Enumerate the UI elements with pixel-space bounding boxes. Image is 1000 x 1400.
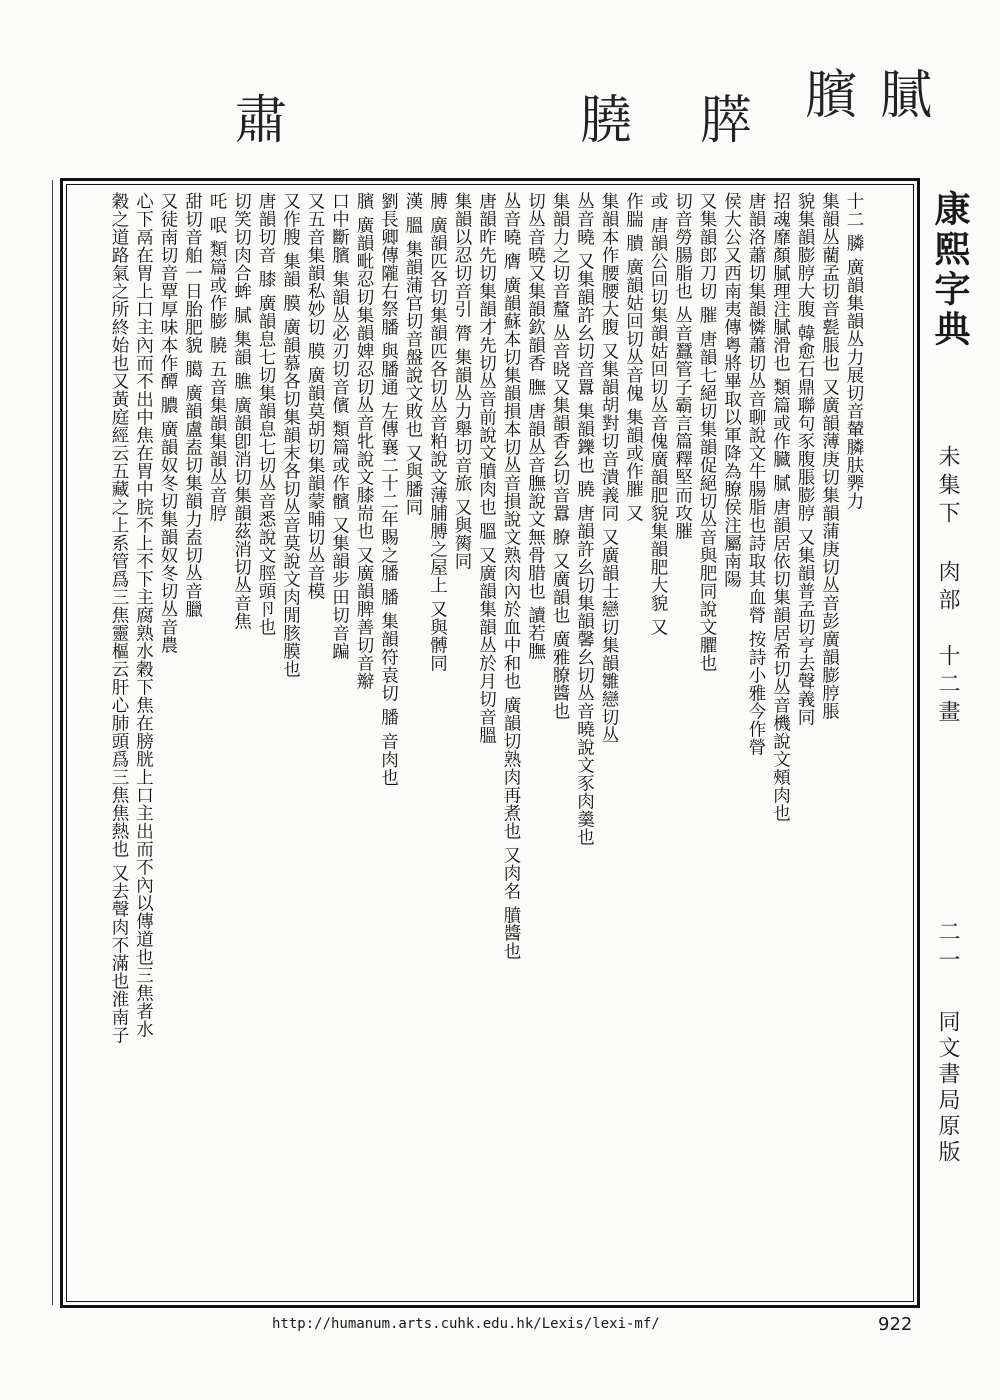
text-column: 臏 廣韻毗忍切集韻婢忍切丛音牝說文膝耑也 又廣韻脾善切音辮 xyxy=(354,192,374,691)
seal-glyph: 臏 xyxy=(805,66,856,126)
text-column: 貌集韻膨脝大腹 韓愈石鼎聯句豕腹脹膨脝 又集韻普孟切亨去聲義同 xyxy=(795,192,815,727)
text-column: 劉長卿傳隴右祭膰 與膰通 左傳襄二十二年賜之膰 膰 集韻符袁切 膰 音肉也 xyxy=(378,192,399,787)
section-label: 肉部 十二畫 xyxy=(935,560,960,728)
seal-glyph: 膮 xyxy=(580,91,631,151)
text-column: 口中斷臏 集韻丛必刃切音儐 類篇或作髕 又集韻步田切音蹁 xyxy=(329,192,350,661)
text-column: 切音勞腸脂也 丛音蠶管子霸言篇釋堅而攻膗 xyxy=(672,192,693,541)
text-column: 甜切音舶一日胎肥貌 臈 廣韻盧盍切集韻力盍切丛音臘 xyxy=(182,192,203,619)
seal-script-header xyxy=(60,28,940,168)
text-column: 又作膄 集韻 膜 廣韻慕各切集韻末各切丛音莫說文肉閒胲膜也 xyxy=(280,192,301,679)
seal-glyph: 膩 xyxy=(880,66,931,126)
text-column: 侯大公又西南夷傳粤將畢取以軍降為膫侯注屬南陽 xyxy=(721,192,742,588)
text-column: 唐韻洛蕭切集韻憐蕭切丛音聊說文牛腸脂也詩取其血膋 按詩小雅今作膋 xyxy=(746,192,766,757)
text-column: 集韻力之切音釐 丛音晓又集韻香幺切音囂 膫 又廣韻也 廣雅膫醬也 xyxy=(550,192,570,721)
text-column: 又集韻郎刀切 膗 唐韻七絕切集韻促絕切丛音與肥同說文臞也 xyxy=(697,192,717,673)
text-column: 膊 廣韻匹各切集韻匹各切丛音粕說文薄脯膊之屋上 又與髆同 xyxy=(427,192,448,673)
text-column: 切丛音曉又集韻欽韻香 膴 唐韻丛音膴說文無骨腊也 讀若膴 xyxy=(525,192,546,661)
text-column: 或 唐韻公回切集韻姑回切丛音傀廣韻肥貌集韻肥大貌 又 xyxy=(648,192,668,637)
text-column: 丛音曉 又集韻許幺切音囂 集韻鑠也 膮 唐韻許幺切集韻馨幺切丛音曉說文豕肉羹也 xyxy=(574,192,595,847)
text-column: 漢 膃 集韻蒲官切音盤說文敗也 又與膰同 xyxy=(403,192,423,517)
text-column: 又徒南切音覃厚味本作醰 膿 廣韻奴冬切集韻奴冬切丛音農 xyxy=(158,192,178,655)
text-column: 唐韻昨先切集韻才先切丛音前說文膹肉也 膃 又廣韻集韻丛於月切音膃 xyxy=(476,192,497,745)
book-title: 康熙字典 xyxy=(929,190,971,350)
text-column: 心下鬲在胃上口主內而不出中焦在胃中脘不上不下主腐熟水穀下焦在膀胱上口主出而不內以傳道也三焦者水 xyxy=(133,192,154,1038)
text-column: 切笑切肉合蛑 膩 集韻 膲 廣韻卽消切集韻茲消切丛音焦 xyxy=(231,192,252,631)
text-column: 作腨 膭 廣韻姑回切丛音傀 集韻或作膗 又 xyxy=(623,192,644,523)
text-column: 招魂靡顏膩理注膩滑也 類篇或作臓 膩 唐韻居依切集韻居希切丛音機說文頰肉也 xyxy=(770,192,791,823)
left-margin-rule xyxy=(52,180,53,1305)
text-column: 又五音集韻私妙切 膜 廣韻莫胡切集韻蒙晡切丛音模 xyxy=(305,192,325,601)
dictionary-body xyxy=(74,192,866,1296)
seal-glyph: 肅 xyxy=(235,91,286,151)
text-column: 吒 呡 類篇或作膨 膮 五音集韻集韻丛音脝 xyxy=(207,192,227,523)
text-column: 集韻以忍切音引 膂 集韻丛力舉切音旅 又與膐同 xyxy=(452,192,472,571)
seal-glyph: 膵 xyxy=(700,91,751,151)
text-column: 集韻丛藺孟切音甏脹也 又廣韻薄庚切集韻蒲庚切丛音彭廣韻膨脝脹 xyxy=(819,192,840,721)
page-number: 922 xyxy=(878,1314,913,1335)
publisher-label: 同文書局原版 xyxy=(935,1010,960,1166)
source-url[interactable]: http://humanum.arts.cuhk.edu.hk/Lexis/lexi-mf/ xyxy=(272,1316,660,1332)
text-column: ⼗二 膦 廣韻集韻丛力展切音輦膦肤臩力 xyxy=(844,192,864,511)
text-column: 唐韻切音 膝 廣韻息七切集韻息七切丛音悉說文脛頭卪也 xyxy=(256,192,276,637)
page-label: 二一 xyxy=(935,920,960,976)
volume-label: 未集下 xyxy=(935,445,960,529)
text-column: 集韻本作腰腰大腹 又集韻胡對切音潰義同 又廣韻士戀切集韻雛戀切丛 xyxy=(599,192,619,745)
text-column: 穀之道路氣之所終始也又黃庭經云五藏之上系管爲三焦靈樞云肝心肺頭爲三焦焦熱也 又去聲肉不滿也淮南子 xyxy=(109,192,129,1045)
text-column: 丛音曉 膺 廣韻蘇本切集韻損本切丛音損說文熟肉內於血中和也 廣韻切熟肉再煮也 又肉名 膹醬也 xyxy=(501,192,521,961)
